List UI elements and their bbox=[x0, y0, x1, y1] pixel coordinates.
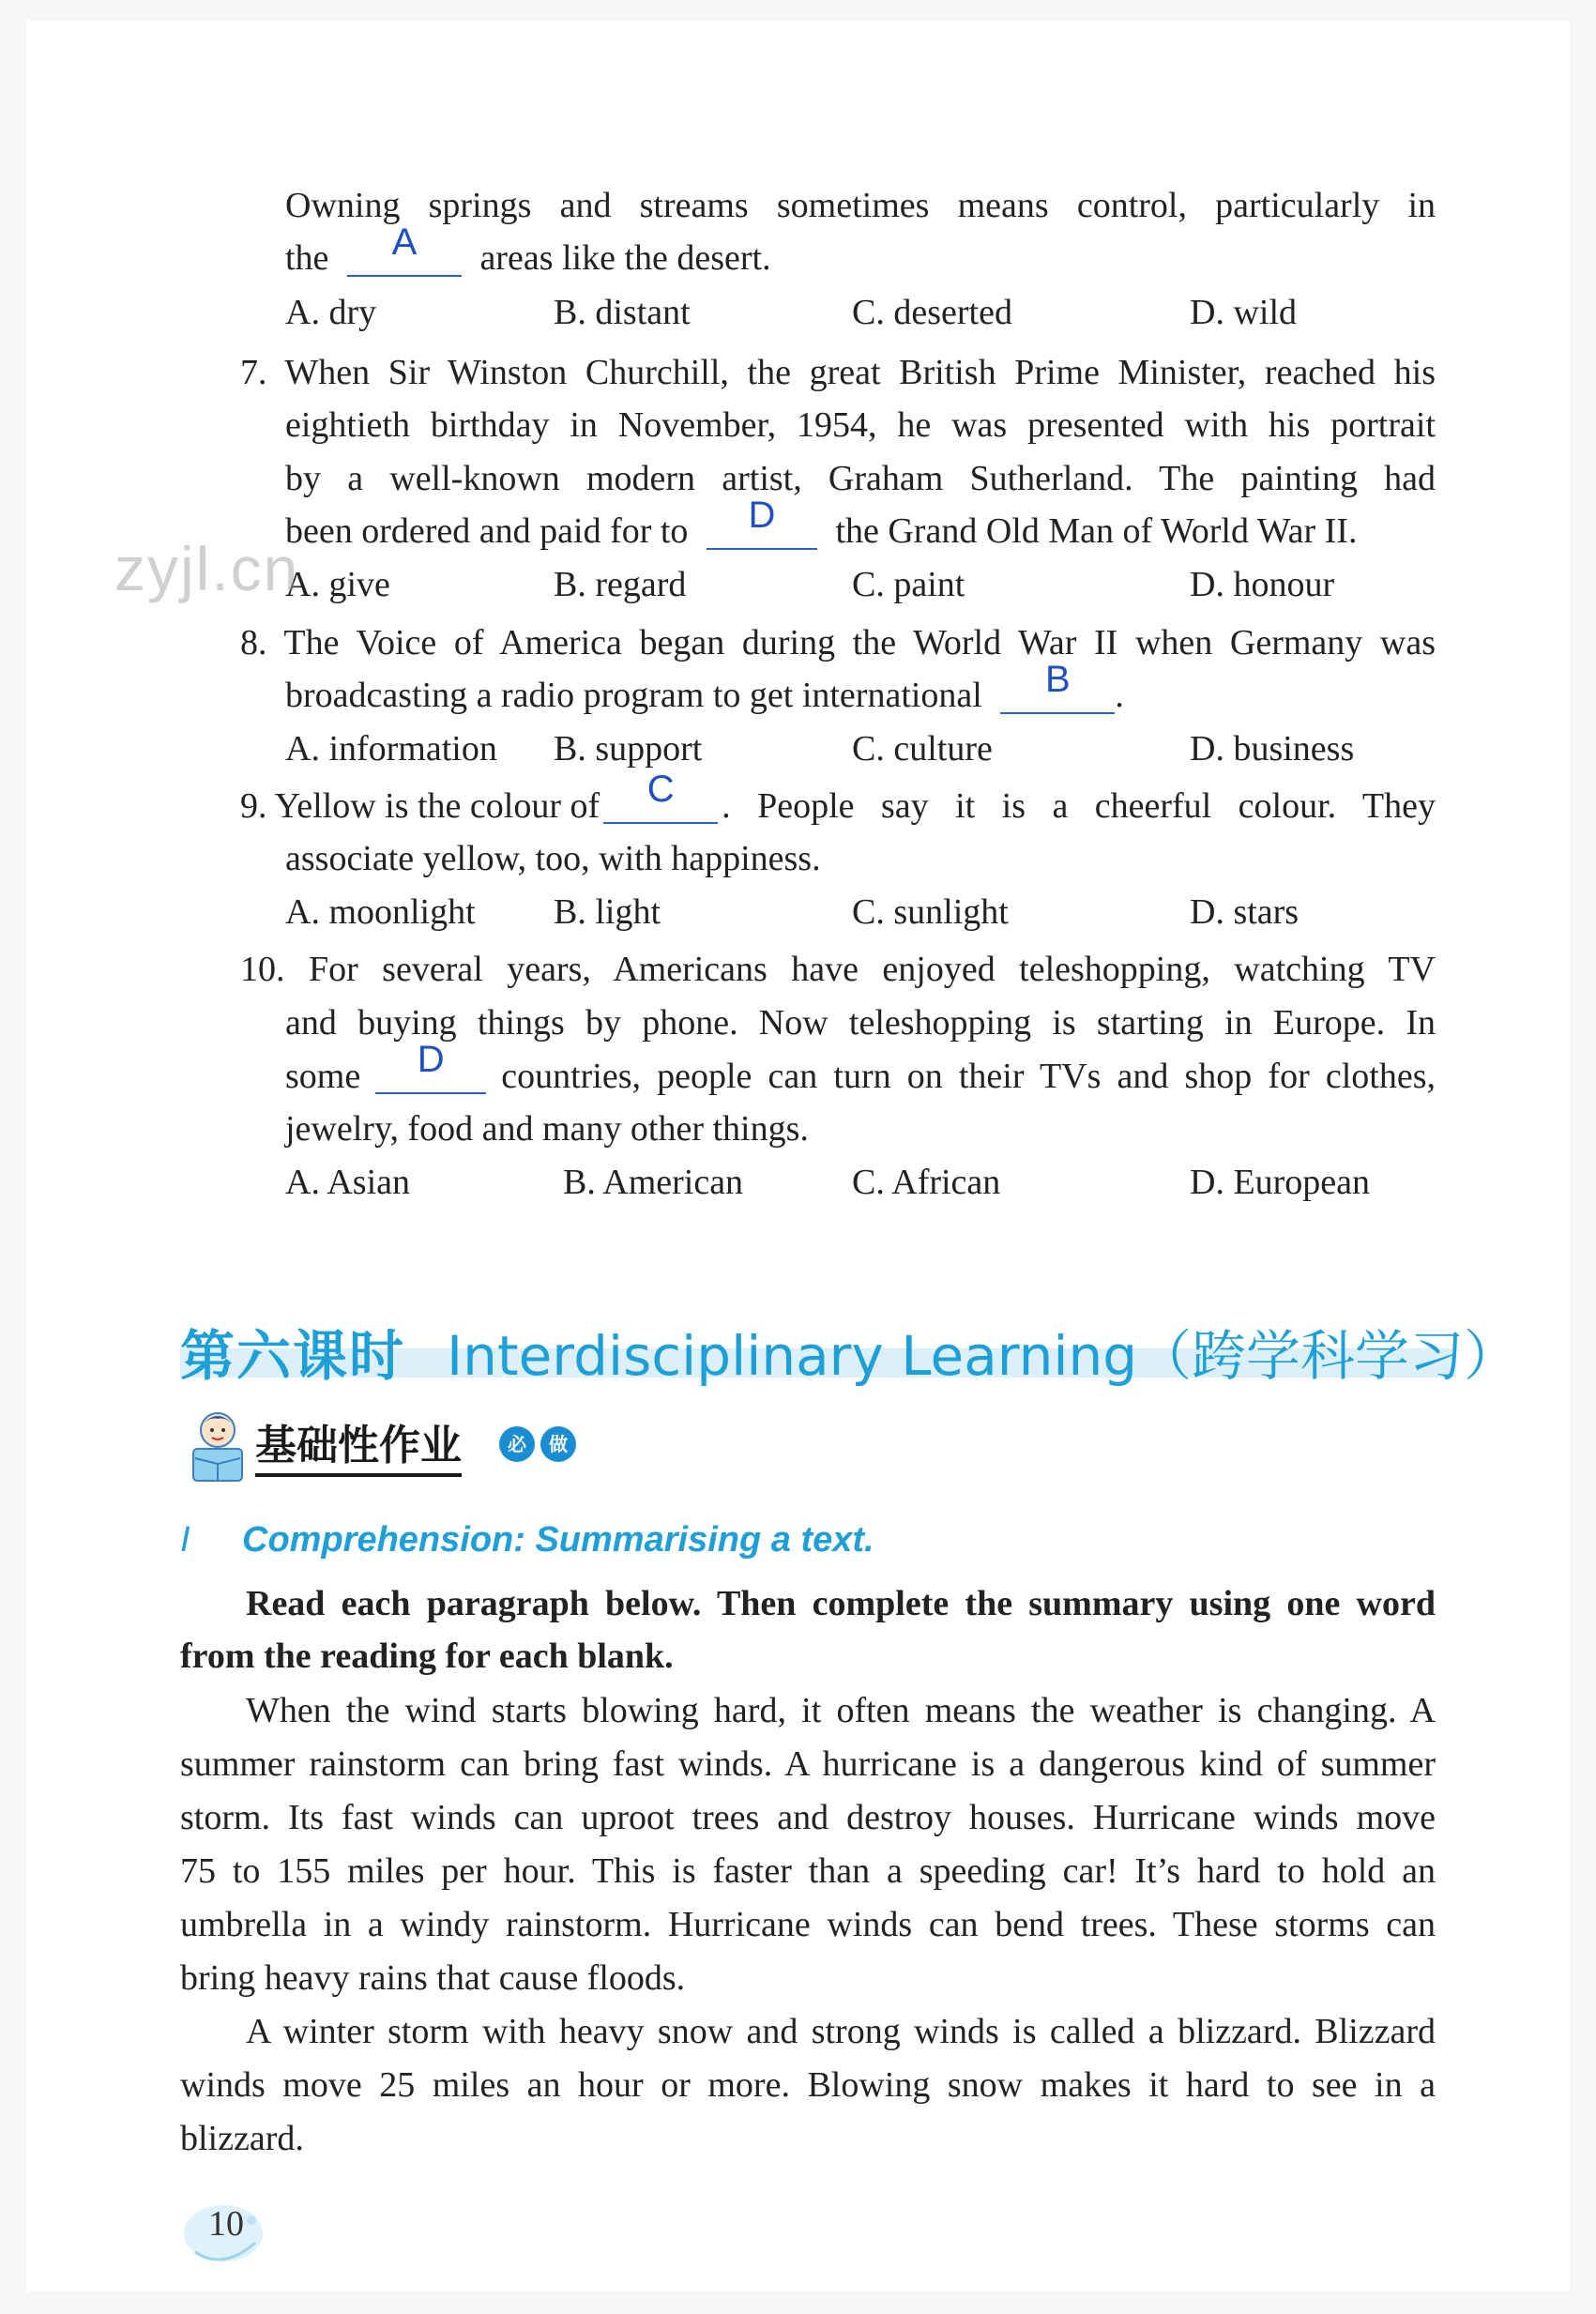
q8-text-before-blank: broadcasting a radio program to get international bbox=[285, 676, 982, 715]
q10-line-1: 10. For several years, Americans have enjoyed teleshopping, watching TV bbox=[240, 950, 1436, 989]
para2-line-3: blizzard. bbox=[180, 2119, 304, 2158]
q9-option-b: B. light bbox=[554, 892, 661, 932]
page-number: 10 bbox=[208, 2204, 244, 2244]
q8-option-b: B. support bbox=[554, 729, 703, 769]
q6-option-d: D. wild bbox=[1190, 293, 1297, 332]
q7-line-4 bbox=[285, 495, 1358, 553]
required-badge-1: 必 bbox=[499, 1426, 535, 1462]
q6-option-a: A. dry bbox=[285, 293, 377, 332]
q6-answer: A bbox=[391, 221, 418, 263]
q10-line-4: jewelry, food and many other things. bbox=[285, 1109, 809, 1149]
q6-option-c: C. deserted bbox=[852, 293, 1012, 332]
q8-text-after-blank: . bbox=[1115, 676, 1124, 715]
q6-option-b: B. distant bbox=[554, 293, 691, 332]
para1-line-5: umbrella in a windy rainstorm. Hurricane winds can bend trees. These storms can bbox=[180, 1905, 1436, 1944]
homework-label: 基础性作业 bbox=[255, 1411, 462, 1477]
q10-option-b: B. American bbox=[563, 1163, 744, 1202]
lesson-title-en: Interdisciplinary Learning（跨学科学习） bbox=[447, 1324, 1519, 1388]
q6-text-after-blank: areas like the desert. bbox=[479, 238, 771, 278]
q7-answer-blank[interactable] bbox=[707, 495, 817, 550]
q10-answer: D bbox=[417, 1039, 445, 1080]
para1-line-2: summer rainstorm can bring fast winds. A hurricane is a dangerous kind of summer bbox=[180, 1744, 1436, 1784]
q9-option-d: D. stars bbox=[1190, 892, 1300, 932]
q6-line-1: Owning springs and streams sometimes means control, particularly in bbox=[285, 186, 1436, 225]
q9-option-c: C. sunlight bbox=[852, 892, 1009, 932]
q7-option-d: D. honour bbox=[1190, 565, 1335, 604]
q7-option-b: B. regard bbox=[554, 565, 687, 604]
watermark: zyjl.cn bbox=[114, 534, 300, 603]
q9-line-2: associate yellow, too, with happiness. bbox=[285, 839, 821, 878]
q9-option-a: A. moonlight bbox=[285, 892, 476, 932]
q6-text-before-blank: the bbox=[285, 238, 329, 278]
q8-answer-blank[interactable] bbox=[1000, 659, 1115, 714]
section-number: I bbox=[180, 1520, 190, 1560]
para2-line-2: winds move 25 miles an hour or more. Blowing snow makes it hard to see in a bbox=[180, 2065, 1436, 2105]
q8-option-a: A. information bbox=[285, 729, 497, 769]
para1-line-6: bring heavy rains that cause floods. bbox=[180, 1958, 686, 1998]
q9-text-after-blank: . People say it is a cheerful colour. They bbox=[722, 786, 1436, 826]
lesson-title-cn: 第六课时 bbox=[180, 1324, 406, 1388]
instruction-line-2: from the reading for each blank. bbox=[180, 1637, 674, 1676]
instruction-line-1: Read each paragraph below. Then complete the summary using one word bbox=[246, 1584, 1436, 1623]
q10-option-c: C. African bbox=[852, 1163, 1001, 1202]
q10-text-after-blank: countries, people can turn on their TVs and shop for clothes, bbox=[501, 1057, 1436, 1096]
lesson-title bbox=[180, 1312, 1519, 1388]
q10-line-2: and buying things by phone. Now teleshopping is starting in Europe. In bbox=[285, 1003, 1436, 1043]
q10-option-a: A. Asian bbox=[285, 1163, 410, 1202]
q9-answer: C bbox=[646, 769, 675, 810]
q8-option-c: C. culture bbox=[852, 729, 993, 769]
q7-option-a: A. give bbox=[285, 565, 390, 604]
para2-line-1: A winter storm with heavy snow and strong winds is called a blizzard. Blizzard bbox=[246, 2012, 1436, 2051]
q7-text-after-blank: the Grand Old Man of World War II. bbox=[835, 511, 1358, 551]
q7-option-c: C. paint bbox=[852, 565, 965, 604]
required-badge-2: 做 bbox=[540, 1426, 576, 1462]
q10-text-before-blank: some bbox=[285, 1057, 361, 1096]
q8-option-d: D. business bbox=[1190, 729, 1355, 769]
q6-answer-blank[interactable] bbox=[347, 221, 462, 277]
section-heading bbox=[180, 1520, 874, 1560]
q9-answer-blank[interactable] bbox=[603, 769, 718, 824]
q7-line-2: eightieth birthday in November, 1954, he was presented with his portrait bbox=[285, 405, 1436, 445]
q9-text-before-blank: 9. Yellow is the colour of bbox=[240, 786, 600, 826]
q7-line-1: 7. When Sir Winston Churchill, the great British Prime Minister, reached his bbox=[240, 353, 1436, 392]
homework-header bbox=[180, 1406, 631, 1481]
q7-text-before-blank: been ordered and paid for to bbox=[285, 511, 689, 551]
q8-line-1: 8. The Voice of America began during the World War II when Germany was bbox=[240, 623, 1436, 662]
section-title: Comprehension: Summarising a text. bbox=[242, 1520, 874, 1560]
q8-line-2 bbox=[285, 659, 1124, 717]
q10-line-3 bbox=[285, 1039, 1436, 1098]
para1-line-3: storm. Its fast winds can uproot trees and destroy houses. Hurricane winds move bbox=[180, 1798, 1436, 1837]
para1-line-1: When the wind starts blowing hard, it often means the weather is changing. A bbox=[246, 1691, 1436, 1730]
q7-line-3: by a well-known modern artist, Graham Sutherland. The painting had bbox=[285, 459, 1436, 498]
q10-answer-blank[interactable] bbox=[375, 1039, 486, 1094]
q9-line-1 bbox=[240, 769, 1436, 828]
reading-student-icon bbox=[180, 1406, 255, 1492]
q10-option-d: D. European bbox=[1190, 1163, 1371, 1202]
q6-line-2 bbox=[285, 221, 771, 280]
q7-answer: D bbox=[748, 495, 776, 536]
q8-answer: B bbox=[1045, 659, 1071, 700]
para1-line-4: 75 to 155 miles per hour. This is faster than a speeding car! It’s hard to hold an bbox=[180, 1851, 1436, 1891]
